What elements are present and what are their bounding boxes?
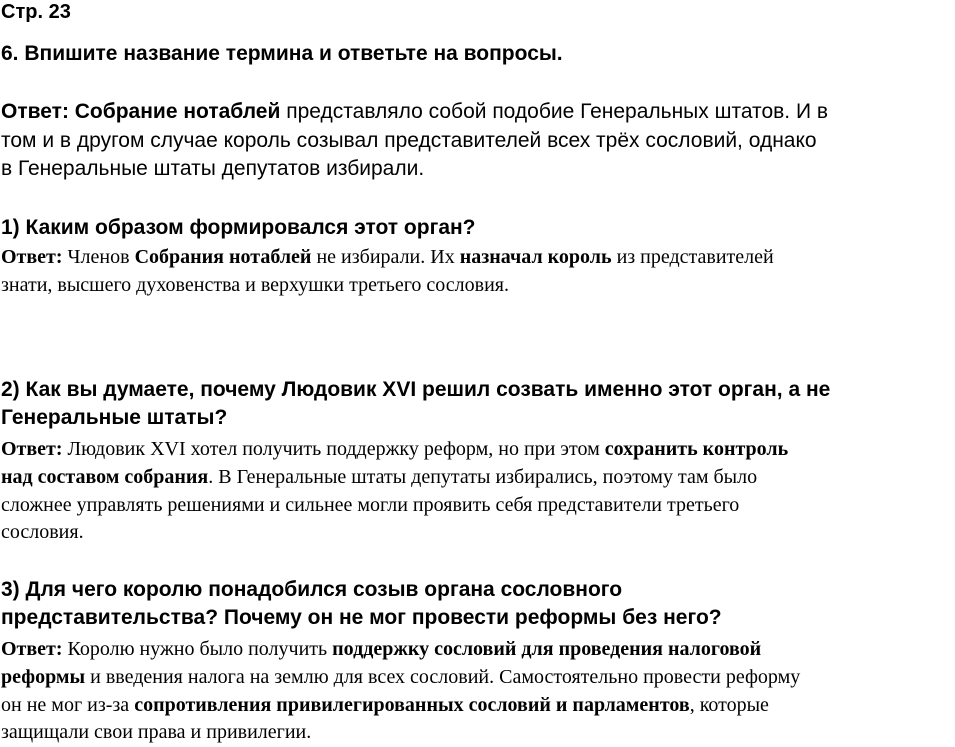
answer-highlight: реформы <box>1 665 86 688</box>
intro-text: в Генеральные штаты депутатов избирали. <box>1 157 425 180</box>
answer-line <box>1 464 951 492</box>
page-number: Стр. 23 <box>1 1 71 23</box>
answer-highlight: Собрания нотаблей <box>134 246 312 268</box>
question-2-answer <box>1 436 951 547</box>
intro-answer-term: Ответ: Собрание нотаблей <box>1 100 281 123</box>
answer-text: , которые <box>689 693 769 716</box>
answer-highlight: сопротивления привилегированных сословий и парламентов <box>134 693 690 716</box>
answer-text: Членов <box>62 246 135 268</box>
answer-label: Ответ: <box>1 246 63 268</box>
answer-line <box>1 692 951 720</box>
answer-line <box>1 492 951 520</box>
answer-line <box>1 244 951 272</box>
answer-text: . В Генеральные штаты депутаты избирались, поэтому там было <box>208 465 758 488</box>
answer-highlight: назначал король <box>459 246 612 268</box>
question-title-line: 3) Для чего королю понадобился созыв органа сословного <box>1 578 623 601</box>
intro-line-1 <box>1 98 955 127</box>
answer-text: из представителей <box>611 246 774 268</box>
intro-line-3 <box>1 155 955 184</box>
intro-line-2 <box>1 127 955 156</box>
answer-text: защищали свои права и привилегии. <box>1 721 312 744</box>
answer-text: сословия. <box>1 521 84 544</box>
answer-line <box>1 664 951 692</box>
answer-line <box>1 519 951 547</box>
task-title: 6. Впишите название термина и ответьте на вопросы. <box>1 42 563 65</box>
question-title-line: 1) Каким образом формировался этот орган? <box>1 216 476 239</box>
question-title-line: представительства? Почему он не мог провести реформы без него? <box>1 606 722 629</box>
question-1-title <box>1 214 955 242</box>
answer-highlight: поддержку сословий для проведения налоговой <box>332 638 762 660</box>
answer-text: не избирали. Их <box>311 246 460 268</box>
answer-highlight: над составом собрания <box>1 465 209 488</box>
question-title-line: Генеральные штаты? <box>1 406 228 429</box>
intro-text: том и в другом случае король созывал представителей всех трёх сословий, однако <box>1 128 817 152</box>
question-3-title <box>1 576 955 632</box>
question-2-title <box>1 376 955 432</box>
question-title-line: 2) Как вы думаете, почему Людовик XVI решил созвать именно этот орган, а не <box>1 378 831 401</box>
answer-line <box>1 719 951 747</box>
answer-line <box>1 436 951 464</box>
answer-line <box>1 636 951 664</box>
answer-text: сложнее управлять решениями и сильнее могли проявить себя представители третьего <box>1 493 740 516</box>
intro-answer <box>1 98 955 184</box>
answer-line <box>1 272 951 300</box>
answer-text: он не мог из-за <box>1 693 135 716</box>
answer-text: и введения налога на землю для всех сословий. Самостоятельно провести реформу <box>85 665 801 688</box>
answer-label: Ответ: <box>1 638 63 660</box>
answer-highlight: сохранить контроль <box>604 438 789 460</box>
question-1-answer <box>1 244 951 300</box>
question-3-answer <box>1 636 951 747</box>
intro-text: представляло собой подобие Генеральных штатов. И в <box>280 100 829 123</box>
answer-text: Королю нужно было получить <box>62 638 333 660</box>
answer-text: знати, высшего духовенства и верхушки третьего сословия. <box>1 273 509 296</box>
answer-label: Ответ: <box>1 438 63 460</box>
answer-text: Людовик XVI хотел получить поддержку реформ, но при этом <box>62 438 605 460</box>
